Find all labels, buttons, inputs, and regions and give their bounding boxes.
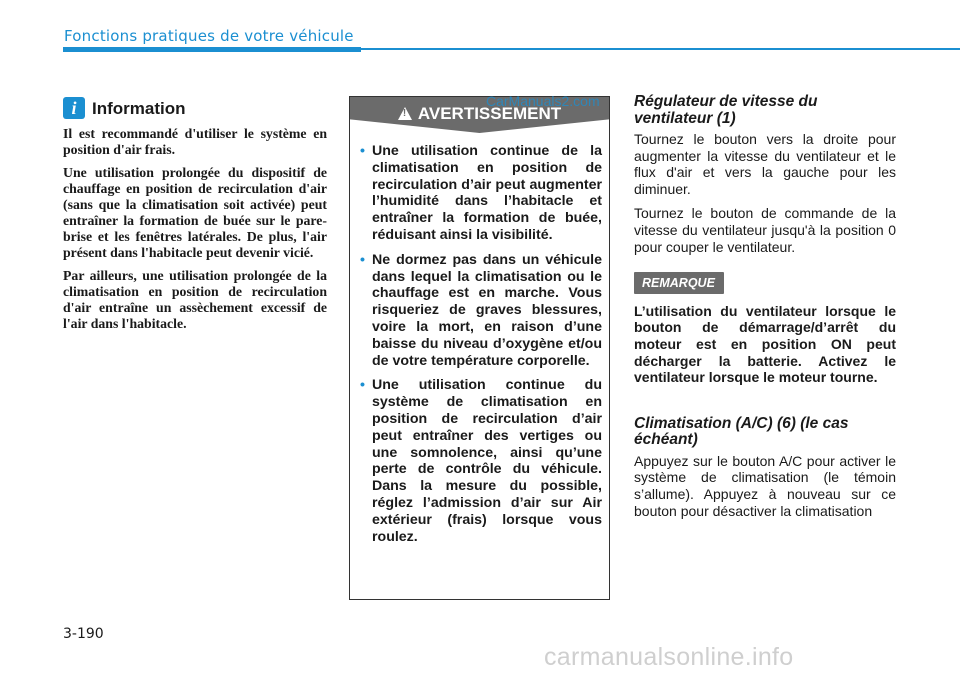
- info-paragraph: Par ailleurs, une utilisation prolongée de la climatisation en position de recirculation d'air entraîne un assèchement excessif de l'air dans l'habitacle.: [63, 268, 327, 331]
- ac-paragraph: Appuyez sur le bouton A/C pour activer le système de climatisation (le témoin s’allume). Appuyez à nouveau sur ce bouton pour désactiver la climatisation: [634, 452, 896, 519]
- warning-label: AVERTISSEMENT: [417, 104, 562, 123]
- watermark-footer: carmanualsonline.info: [544, 643, 794, 671]
- warning-list: [360, 143, 602, 553]
- warning-item: • Une utilisation continue du système de climatisation en position de recirculation d’air peut entraîner des vertiges ou une somnolence, ainsi qu’une perte de contrôle du véhicule. Dans la mesure du possible, réglez l’admission d’air sur Air extérieur (frais) lorsque vous roulez.: [360, 377, 602, 545]
- remark-label: REMARQUE: [634, 272, 724, 294]
- ac-section-title: Climatisation (A/C) (6) (le cas échéant): [634, 414, 849, 449]
- bullet-icon: •: [360, 251, 365, 268]
- fan-paragraph: Tournez le bouton vers la droite pour augmenter la vitesse du ventilateur et le flux d'air et vers la gauche pour les diminuer.: [634, 131, 896, 197]
- warning-box: [349, 96, 610, 600]
- info-paragraph: Il est recommandé d'utiliser le système en position d'air frais.: [63, 126, 327, 157]
- warning-item: • Une utilisation continue de la climatisation en position de recirculation d’air peut augmenter l’humidité dans l’habitacle et entraîner la formation de buée, réduisant ainsi la visibilité.: [360, 143, 602, 243]
- header-rule-thick: [63, 47, 361, 52]
- watermark-top: CarManuals2.com: [486, 93, 600, 109]
- section-header-title: Fonctions pratiques de votre véhicule: [64, 27, 354, 45]
- bullet-icon: •: [360, 143, 365, 159]
- info-title: Information: [92, 99, 186, 118]
- right-column: [634, 94, 896, 527]
- info-icon: i: [63, 97, 85, 119]
- page-number: 3-190: [63, 626, 104, 642]
- bullet-icon: •: [360, 377, 365, 394]
- header-rule-thin: [361, 48, 960, 50]
- warning-triangle-icon: !: [398, 107, 412, 120]
- fan-paragraph: Tournez le bouton de commande de la vitesse du ventilateur jusqu'à la position 0 pour couper le ventilateur.: [634, 205, 896, 255]
- warning-item: • Ne dormez pas dans un véhicule dans lequel la climatisation ou le chauffage est en marche. Vous risqueriez de graves blessures, voire la mort, en raison d’une baisse du niveau d’oxygène et/ou de votre température corporelle.: [360, 251, 602, 369]
- info-paragraph: Une utilisation prolongée du dispositif de chauffage en position de recirculation d'air (sans que la climatisation soit activée) peut entraîner la formation de buée sur le pare-brise et les fenêtres latérales. De plus, l'air présent dans l'habitacle peut devenir vicié.: [63, 165, 327, 260]
- info-body: [63, 126, 327, 339]
- remark-text: L’utilisation du ventilateur lorsque le bouton de démarrage/d’arrêt du moteur est en position ON peut décharger la batterie. Activez le ventilateur lorsque le moteur tourne.: [634, 302, 896, 386]
- fan-section-title: Régulateur de vitesse du ventilateur (1): [634, 93, 818, 127]
